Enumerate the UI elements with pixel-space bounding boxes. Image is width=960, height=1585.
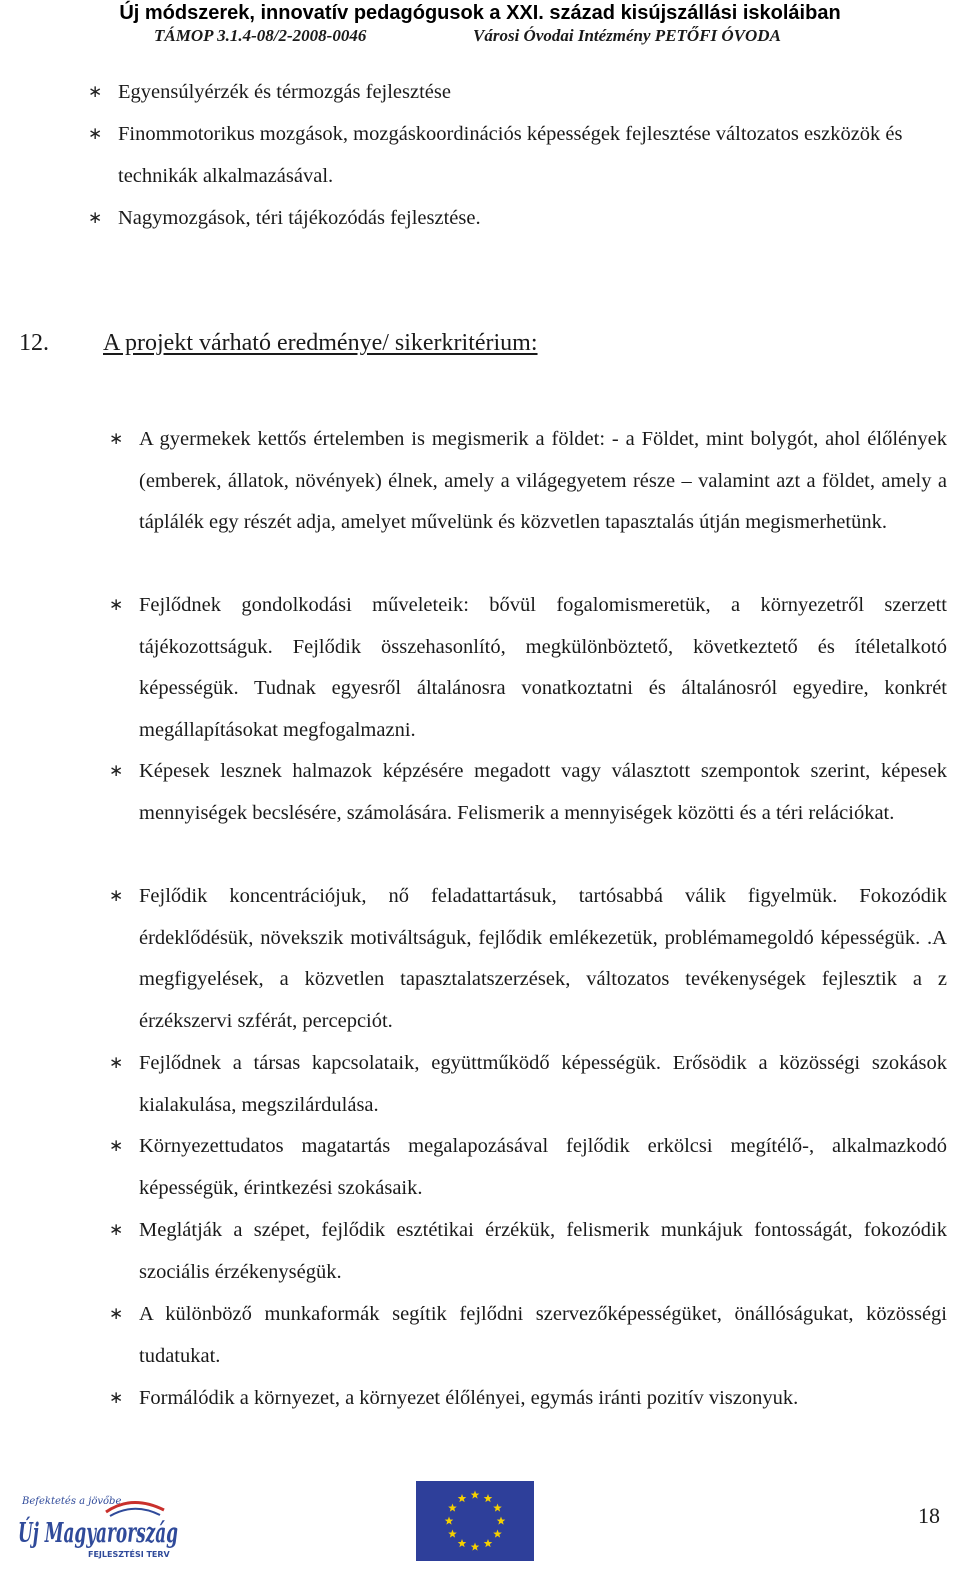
list-item-text: Finommotorikus mozgások, mozgáskoordinációs képességek fejlesztése változatos eszközök és technikák alkalmazásával. xyxy=(118,123,903,187)
bullet-star-icon: ∗ xyxy=(109,429,124,449)
bullet-star-icon: ∗ xyxy=(109,1220,124,1240)
bullet-star-icon: ∗ xyxy=(88,208,103,228)
list-item xyxy=(88,72,918,114)
bullet-star-icon: ∗ xyxy=(109,595,124,615)
list-item xyxy=(109,751,947,834)
logo-text: Új Magyarország xyxy=(18,1518,274,1549)
bullet-star-icon: ∗ xyxy=(88,82,103,102)
page-number: 18 xyxy=(918,1503,940,1528)
page-header xyxy=(0,0,960,47)
logo-arc-icon xyxy=(110,1509,160,1516)
header-subline xyxy=(0,25,960,47)
eu-flag-icon xyxy=(416,1481,534,1561)
list-item xyxy=(88,198,918,240)
project-code: TÁMOP 3.1.4-08/2-2008-0046 xyxy=(154,26,367,45)
bullet-star-icon: ∗ xyxy=(109,1053,124,1073)
list-item xyxy=(109,1378,947,1420)
header-title: Új módszerek, innovatív pedagógusok a XXI. század kisújszállási iskoláiban xyxy=(119,2,841,24)
section-title: A projekt várható eredménye/ sikerkritérium: xyxy=(103,330,538,356)
list-item xyxy=(109,1043,947,1126)
bullet-star-icon: ∗ xyxy=(109,886,124,906)
list-item xyxy=(109,876,947,1042)
list-item xyxy=(88,114,918,197)
section-number: 12. xyxy=(19,330,49,356)
list-item-text: Fejlődnek gondolkodási műveleteik: bővül fogalomismeretük, a környezetről szerzett tájékozottságuk. Fejlődik összehasonlító, megkülönböztető, következtető és ítéletalkotó képességük. Tudnak egyesről általánosra vonatkoztatni és általánosról egyedire, konkrét megállapításokat megfogalmazni. xyxy=(139,594,947,741)
uj-magyarorszag-logo xyxy=(14,1490,274,1565)
bullet-star-icon: ∗ xyxy=(109,1304,124,1324)
list-item-text: Meglátják a szépet, fejlődik esztétikai érzékük, felismerik munkájuk fontosságát, fokozódik szociális érzékenységük. xyxy=(139,1219,947,1283)
bullet-star-icon: ∗ xyxy=(88,124,103,144)
logo-subtext: FEJLESZTÉSI TERV xyxy=(88,1550,170,1559)
list-item-text: Képesek lesznek halmazok képzésére megadott vagy választott szempontok szerint, képesek mennyiségek becslésére, számolására. Felismerik a mennyiségek közötti és a téri relációkat. xyxy=(139,760,947,824)
bullet-star-icon: ∗ xyxy=(109,761,124,781)
list-item-text: Egyensúlyérzék és térmozgás fejlesztése xyxy=(118,81,451,103)
list-item xyxy=(109,1126,947,1209)
list-item-text: Fejlődik koncentrációjuk, nő feladattartásuk, tartósabbá válik figyelmük. Fokozódik érdeklődésük, növekszik motiváltságuk, fejlődik emlékezetük, problémamegoldó képességük. .A megfigyelések, a közvetlen tapasztalatszerzések, változatos tevékenységek fejlesztik a z érzékszervi szférát, percepciót. xyxy=(139,885,947,1032)
list-item-text: Nagymozgások, téri tájékozódás fejlesztése. xyxy=(118,207,481,229)
institution-name: Városi Óvodai Intézmény PETŐFI ÓVODA xyxy=(473,26,781,45)
list-item-text: A gyermekek kettős értelemben is megismerik a földet: - a Földet, mint bolygót, ahol élőlények (emberek, állatok, növények) élnek, amely a világegyetem része – valamint azt a földet, amely a táplálék egy részét adja, amelyet művelünk és közvetlen tapasztalás útján megismerhetünk. xyxy=(139,428,947,534)
list-item-text: A különböző munkaformák segítik fejlődni szervezőképességüket, önállóságukat, közösségi tudatukat. xyxy=(139,1303,947,1367)
logo-slogan: Befektetés a jövőbe xyxy=(22,1496,122,1507)
list-item xyxy=(109,1294,947,1377)
list-item-text: Környezettudatos magatartás megalapozásával fejlődik erkölcsi megítélő-, alkalmazkodó képességük, érintkezési szokásaik. xyxy=(139,1135,947,1199)
list-item-text: Fejlődnek a társas kapcsolataik, együttműködő képességük. Erősödik a közösségi szokások kialakulása, megszilárdulása. xyxy=(139,1052,947,1116)
bullet-star-icon: ∗ xyxy=(109,1136,124,1156)
list-item xyxy=(109,585,947,751)
list-item xyxy=(109,1210,947,1293)
list-item-text: Formálódik a környezet, a környezet élőlényei, egymás iránti pozitív viszonyuk. xyxy=(139,1387,799,1409)
list-item xyxy=(109,419,947,544)
bullet-star-icon: ∗ xyxy=(109,1388,124,1408)
